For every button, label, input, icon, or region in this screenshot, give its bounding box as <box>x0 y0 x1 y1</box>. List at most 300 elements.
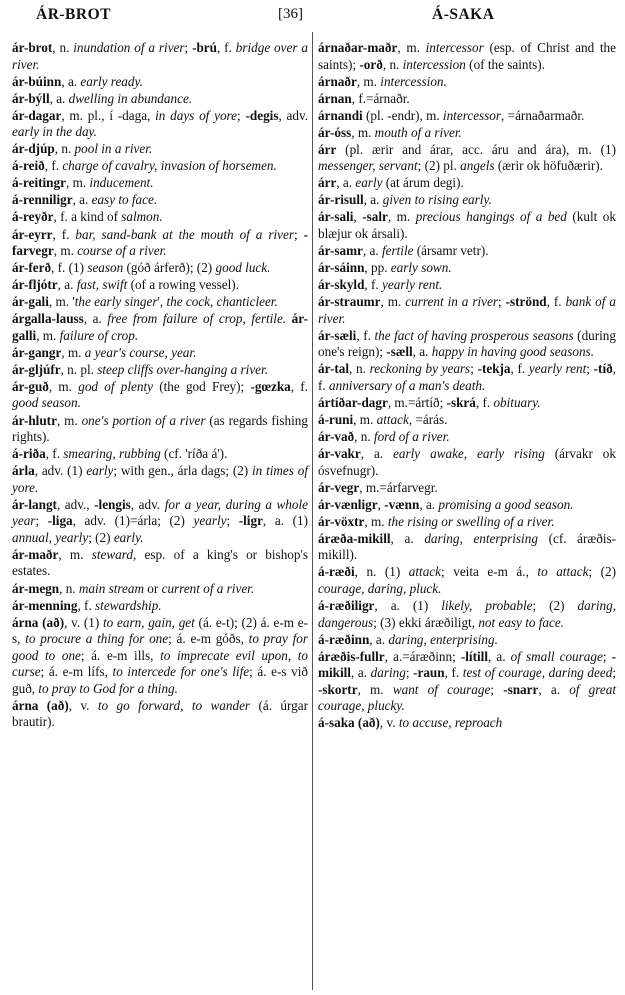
headword: -strönd <box>505 294 547 310</box>
definition-text: fertile <box>381 243 414 259</box>
grammar-text: , n. pl. <box>60 361 98 377</box>
definition-text: good season. <box>12 395 81 411</box>
definition-text: intercession <box>402 56 466 72</box>
definition-text: fast, swift <box>76 277 128 293</box>
headword: -tíð <box>593 361 613 377</box>
grammar-text: ; with gen., árla dags; (2) <box>113 463 253 479</box>
grammar-text: (during one's reign); <box>318 327 616 360</box>
grammar-text: (kult ok blæjur ok ársali). <box>318 209 616 242</box>
definition-text: of small courage <box>510 648 603 664</box>
definition-text: to attack <box>537 564 589 580</box>
grammar-text: , m. <box>397 40 426 55</box>
grammar-text: , m. ' <box>48 294 75 310</box>
grammar-text: , f. <box>290 378 308 394</box>
definition-text: of great courage, plucky. <box>318 681 617 714</box>
definition-text: likely, probable <box>441 598 533 614</box>
grammar-text: ; (2) <box>588 564 616 580</box>
dictionary-entry <box>318 142 616 175</box>
dictionary-entry <box>318 412 616 429</box>
definition-text: intercessor <box>425 40 484 55</box>
grammar-text: , f. (1) <box>51 260 88 276</box>
grammar-text: , f.=árnaðr. <box>351 90 410 106</box>
headword: -skortr <box>318 681 358 697</box>
grammar-text: , n. <box>54 141 75 157</box>
definition-text: given to rising early. <box>382 192 492 208</box>
headword: ár-vegr <box>318 479 360 495</box>
definition-text: courage, daring, pluck. <box>318 581 442 596</box>
grammar-text: ; <box>405 665 414 681</box>
grammar-text: ; <box>226 513 239 529</box>
definition-text: early <box>355 175 383 191</box>
dictionary-entry <box>318 260 616 277</box>
headword: ár-vað <box>318 429 355 445</box>
headword: á-reið <box>12 158 45 174</box>
grammar-text: , a. <box>336 175 356 191</box>
definition-text: smearing, rubbing <box>63 446 161 462</box>
grammar-text: , =árnaðarmaðr. <box>501 107 585 123</box>
definition-text: a year's course, year. <box>84 344 197 360</box>
definition-text: to pray to God for a thing. <box>38 680 178 696</box>
grammar-text: , a. <box>83 311 108 327</box>
dictionary-entry <box>12 598 308 615</box>
grammar-text: , adv. <box>130 496 165 512</box>
headword: -brú <box>192 40 217 55</box>
dictionary-entry <box>12 547 308 580</box>
grammar-text: ; (3) ekki áræðiligt, <box>373 614 479 630</box>
grammar-text: , f. <box>510 361 529 377</box>
definition-text: not easy to face. <box>478 614 565 630</box>
grammar-text: ; <box>35 513 48 529</box>
headword: árnandi <box>318 107 363 123</box>
grammar-text: , m. <box>356 73 381 89</box>
definition-text: early awake, early rising <box>393 446 545 462</box>
grammar-text: ; <box>586 361 594 377</box>
definition-text: inundation of a river <box>73 40 185 55</box>
headword: á-reitingr <box>12 175 66 191</box>
grammar-text: , m. <box>61 344 85 360</box>
headword: árgalla-lauss <box>12 311 84 327</box>
definition-text: daring <box>370 665 406 681</box>
headword: ár-fljótr <box>12 277 58 293</box>
dictionary-entry <box>12 615 308 698</box>
dictionary-entry <box>12 260 308 277</box>
dictionary-entry <box>318 74 616 91</box>
dictionary-entry <box>318 243 616 260</box>
headword: ár-sáinn <box>318 260 365 276</box>
headword: ár-hlutr <box>12 412 57 428</box>
grammar-text: , n. <box>349 361 370 377</box>
dictionary-entry <box>318 715 616 732</box>
headword: ár-skyld <box>318 277 365 293</box>
dictionary-entry <box>318 446 616 479</box>
page-number: [36] <box>278 6 303 22</box>
dictionary-entry <box>12 158 308 175</box>
definition-text: early in the day. <box>12 124 97 140</box>
headword: árnaðar-maðr <box>318 40 398 55</box>
headword: ár-djúp <box>12 141 55 157</box>
grammar-text: , v. <box>379 715 399 731</box>
headword: á-saka (að) <box>318 715 380 731</box>
definition-text: season <box>87 260 124 276</box>
grammar-text: , <box>353 209 363 225</box>
grammar-text: ; (2) <box>88 529 114 545</box>
grammar-text: , m. <box>58 546 92 562</box>
dictionary-entry <box>318 125 616 142</box>
dictionary-entry <box>318 108 616 125</box>
headword: ár-býll <box>12 90 50 106</box>
dictionary-entry <box>12 581 308 598</box>
headword: -ligr <box>238 513 263 529</box>
grammar-text: , m. <box>380 294 406 310</box>
definition-text: angels <box>460 158 495 174</box>
grammar-text: , adv. <box>278 107 308 123</box>
grammar-text: , a. <box>412 344 432 360</box>
headword: ár-tal <box>318 361 349 377</box>
dictionary-entry <box>318 361 616 394</box>
definition-text: bank of a river. <box>318 294 616 326</box>
grammar-text: (góð árferð); (2) <box>123 260 216 276</box>
dictionary-entry <box>318 632 616 649</box>
headword: ár-ferð <box>12 260 52 276</box>
definition-text: daring, dangerous <box>318 598 616 630</box>
grammar-text: ; <box>293 226 304 242</box>
grammar-text: (ærir ok höfuðærir). <box>494 158 603 174</box>
grammar-text: , =árás. <box>408 412 448 428</box>
dictionary-entry <box>12 227 308 260</box>
grammar-text: (at árum degi). <box>382 175 464 191</box>
grammar-text: , m. <box>357 681 393 697</box>
dictionary-entry <box>12 379 308 412</box>
definition-text: attack <box>376 412 409 428</box>
definition-text: obituary. <box>493 394 541 410</box>
headword: -tekja <box>477 361 511 377</box>
grammar-text: , f. a kind of <box>53 209 122 225</box>
grammar-text: , a. <box>362 243 382 259</box>
grammar-text: , adv. (1)=árla; (2) <box>72 513 194 529</box>
grammar-text: ; á. e-m góðs, <box>168 631 249 647</box>
headword: á-riða <box>12 446 46 462</box>
dictionary-entry <box>12 294 308 311</box>
definition-text: early ready. <box>80 73 143 89</box>
definition-text: bar, sand-bank at the mouth of a river <box>75 226 294 242</box>
dictionary-entry <box>12 277 308 294</box>
grammar-text: , m. <box>353 412 377 428</box>
headword: ár-straumr <box>318 294 381 310</box>
dictionary-entry <box>12 362 308 379</box>
headword: áræða-mikill <box>318 530 391 546</box>
grammar-text: , v. <box>68 697 98 713</box>
grammar-text: , f. <box>52 226 76 242</box>
headword: árnaðr <box>318 73 357 89</box>
headword: ár-vakr <box>318 446 361 462</box>
dictionary-entry <box>318 294 616 327</box>
grammar-text: , f. <box>475 394 494 410</box>
dictionary-entry <box>318 497 616 514</box>
headword: ár-vöxtr <box>318 513 365 529</box>
headword: áræðis-fullr <box>318 648 385 664</box>
headword: -liga <box>47 513 73 529</box>
definition-text: daring, enterprising <box>424 530 538 546</box>
grammar-text: , a. <box>72 192 92 208</box>
headword: ár-menning <box>12 597 78 613</box>
grammar-text: (of a rowing vessel). <box>127 277 239 293</box>
definition-text: current in a river <box>405 294 498 310</box>
grammar-text: , v. (1) <box>64 614 104 630</box>
definition-text: yearly rent. <box>382 277 443 293</box>
definition-text: to imprecate evil upon, to curse <box>12 647 308 680</box>
headword: ár-galli <box>12 311 309 343</box>
grammar-text: , f. <box>546 294 566 310</box>
grammar-text: , a. <box>487 648 511 664</box>
definition-text: want of courage <box>392 681 491 697</box>
dictionary-entry <box>12 40 308 73</box>
definition-text: happy in having good seasons. <box>431 344 594 360</box>
dictionary-entry <box>12 74 308 91</box>
definition-text: daring, enterprising. <box>388 631 498 647</box>
definition-text: steep cliffs over-hanging a river. <box>97 361 268 377</box>
definition-text: the early singer <box>74 294 158 310</box>
definition-text: anniversary of a man's death. <box>329 377 486 393</box>
dictionary-entry <box>318 564 616 597</box>
grammar-text: ; <box>237 107 246 123</box>
headword: ár-eyrr <box>12 226 53 242</box>
definition-text: promising a good season. <box>438 496 574 512</box>
definition-text: the cock, chanticleer. <box>166 294 278 310</box>
dictionary-entry <box>318 514 616 531</box>
left-column <box>12 40 308 731</box>
headword: árr <box>318 141 337 157</box>
grammar-text: , a. <box>363 192 383 208</box>
headword: ártíðar-dagr <box>318 394 388 410</box>
headword: ár-óss <box>318 124 352 140</box>
definition-text: pool in a river. <box>74 141 153 157</box>
definition-text: to procure a thing for one <box>25 631 169 647</box>
dictionary-entry <box>318 192 616 209</box>
headword: ár-megn <box>12 580 60 596</box>
headword: -farvegr <box>12 226 308 259</box>
definition-text: in times of yore. <box>12 463 308 495</box>
headword: -lengis <box>94 496 131 512</box>
definition-text: stewardship. <box>95 597 162 613</box>
grammar-text: , a. <box>350 665 371 681</box>
headword: á-ræðinn <box>318 631 370 647</box>
dictionary-entry <box>318 40 616 73</box>
headword: árr <box>318 175 337 191</box>
definition-text: early <box>86 463 114 479</box>
definition-text: course of a river. <box>77 243 167 259</box>
dictionary-entry <box>318 480 616 497</box>
definition-text: charge of cavalry, invasion of horsemen. <box>62 158 277 174</box>
dictionary-entry <box>12 698 308 731</box>
definition-text: current of a river. <box>161 580 255 596</box>
grammar-text: (the god Frey); <box>152 378 251 394</box>
definition-text: god of plenty <box>78 378 153 394</box>
right-column <box>318 40 616 732</box>
dictionary-entry <box>12 108 308 141</box>
dictionary-entry <box>12 446 308 463</box>
grammar-text: , n. <box>354 429 374 445</box>
grammar-text: ; <box>184 40 193 55</box>
dictionary-entry <box>318 277 616 294</box>
headword: ár-búinn <box>12 73 62 89</box>
dictionary-entry <box>318 598 616 631</box>
definition-text: one's portion of a river <box>81 412 206 428</box>
grammar-text: , m. <box>387 209 416 225</box>
grammar-text: , m.=ártíð; <box>387 394 447 410</box>
header-right-guideword: Á-SAKA <box>432 6 495 23</box>
headword: árna (að) <box>12 697 69 713</box>
grammar-text: , m. <box>364 513 388 529</box>
definition-text: dwelling in abundance. <box>68 90 193 106</box>
grammar-text: , f. <box>364 277 383 293</box>
headword: -degis <box>245 107 279 123</box>
definition-text: easy to face. <box>91 192 158 208</box>
definition-text: intercessor <box>442 107 502 123</box>
headword: -sæll <box>386 344 413 360</box>
grammar-text: ; <box>497 294 506 310</box>
definition-text: yearly rent <box>528 361 587 377</box>
grammar-text: , a. <box>390 530 425 546</box>
headword: ár-sali <box>318 209 354 225</box>
grammar-text: (cf. 'ríða á'). <box>160 446 228 462</box>
grammar-text: , a. <box>360 446 394 462</box>
definition-text: ford of a river. <box>373 429 450 445</box>
dictionary-entry <box>12 311 308 344</box>
headword: á-reyðr <box>12 209 54 225</box>
definition-text: in days of yore <box>155 107 238 123</box>
grammar-text: (pl. ærir and árar, acc. áru and ára), m. (1) <box>336 141 616 157</box>
definition-text: early. <box>113 529 144 545</box>
headword: -snarr <box>503 681 539 697</box>
header-left-guideword: ÁR-BROT <box>36 6 111 23</box>
definition-text: the fact of having prosperous seasons <box>374 327 574 343</box>
definition-text: steward <box>91 546 133 562</box>
headword: árla <box>12 463 35 479</box>
definition-text: to earn, gain, get <box>103 614 195 630</box>
grammar-text: , a. <box>419 496 439 512</box>
grammar-text: , n. <box>382 56 403 72</box>
grammar-text: , m. <box>36 327 60 343</box>
dictionary-entry <box>12 141 308 158</box>
grammar-text: , n. <box>59 580 79 596</box>
grammar-text: , f. <box>444 665 463 681</box>
definition-text: attack <box>408 564 442 580</box>
grammar-text: ; á. e-m ills, <box>80 647 161 663</box>
headword: ár-vænligr <box>318 496 378 512</box>
headword: ár-sæli <box>318 327 357 343</box>
grammar-text: ; á. e-s við guð, <box>12 664 309 696</box>
grammar-text: , esp. of a king's or bishop's estates. <box>12 546 308 579</box>
grammar-text: , a. <box>538 681 570 697</box>
grammar-text: , m. <box>65 175 90 191</box>
headword: ár-guð <box>12 378 49 394</box>
dictionary-entry <box>12 345 308 362</box>
headword: -skrá <box>446 394 476 410</box>
grammar-text: (pl. -endr), m. <box>362 107 443 123</box>
definition-text: messenger, servant <box>318 158 418 174</box>
grammar-text: ; <box>470 361 478 377</box>
headword: á-runi <box>318 412 354 428</box>
grammar-text: (esp. of Christ and the saints); <box>318 40 616 72</box>
grammar-text: , m.=árfarvegr. <box>359 479 438 495</box>
headword: ár-gljúfr <box>12 361 61 377</box>
dictionary-entry <box>12 209 308 226</box>
headword: ár-gali <box>12 294 49 310</box>
grammar-text: (á. úrgar brautir). <box>12 697 308 730</box>
grammar-text: (as regards fishing rights). <box>12 412 308 445</box>
grammar-text: , f. <box>77 597 96 613</box>
headword: -gœzka <box>250 378 291 394</box>
headword: árnan <box>318 90 352 106</box>
definition-text: salmon. <box>121 209 163 225</box>
headword: ár-brot <box>12 40 53 55</box>
dictionary-entry <box>12 413 308 446</box>
headword: -lítill <box>460 648 488 664</box>
definition-text: precious hangings of a bed <box>415 209 567 225</box>
grammar-text: ', <box>157 294 167 310</box>
grammar-text: (árvakr ok ósvefnugr). <box>318 446 616 478</box>
headword: ár-risull <box>318 192 364 208</box>
headword: á-ræði <box>318 564 355 580</box>
definition-text: to intercede for one's life <box>112 664 250 680</box>
dictionary-entry <box>12 91 308 108</box>
dictionary-entry <box>318 175 616 192</box>
grammar-text: ; (2) pl. <box>417 158 461 174</box>
grammar-text: , m. <box>56 412 82 428</box>
definition-text: yearly <box>193 513 227 529</box>
definition-text: good luck. <box>215 260 271 276</box>
headword: ár-maðr <box>12 546 59 562</box>
grammar-text: (á. e-t); (2) á. e-m e-s, <box>12 614 308 647</box>
headword: ár-samr <box>318 243 363 259</box>
headword: ár-gangr <box>12 344 62 360</box>
definition-text: the rising or swelling of a river. <box>387 513 555 529</box>
definition-text: main stream <box>78 580 144 596</box>
dictionary-entry <box>318 395 616 412</box>
dictionary-entry <box>318 429 616 446</box>
grammar-text: , a. <box>57 277 77 293</box>
grammar-text: , f. <box>45 446 64 462</box>
dictionary-entry <box>318 649 616 715</box>
grammar-text: ; veita e-m á., <box>441 564 538 580</box>
definition-text: intercession. <box>380 73 447 89</box>
grammar-text: (of the saints). <box>465 56 545 72</box>
grammar-text: , adv., <box>56 496 95 512</box>
grammar-text: , m. <box>351 124 375 140</box>
dictionary-entry <box>318 328 616 361</box>
definition-text: to go forward, to wander <box>97 697 251 713</box>
grammar-text: , m. <box>48 378 79 394</box>
headword: árna (að) <box>12 614 65 630</box>
definition-text: to accuse, reproach <box>398 715 503 731</box>
headword: -salr <box>362 209 388 225</box>
dictionary-entry <box>12 192 308 209</box>
grammar-text: , a.=áræðinn; <box>384 648 461 664</box>
definition-text: reckoning by years <box>369 361 471 377</box>
headword: ár-langt <box>12 496 57 512</box>
grammar-text: , f. <box>356 327 375 343</box>
grammar-text: , a. <box>369 631 389 647</box>
definition-text: free from failure of crop, fertile. <box>107 311 287 327</box>
grammar-text: , n. (1) <box>354 564 409 580</box>
definition-text: for a year, during a whole year <box>12 496 309 529</box>
headword: á-ræðiligr <box>318 598 375 614</box>
grammar-text: ; (2) <box>532 598 578 614</box>
grammar-text: ; á. e-m lífs, <box>40 664 113 680</box>
headword: -raun <box>413 665 445 681</box>
dictionary-entry <box>12 175 308 192</box>
grammar-text: ; <box>490 681 504 697</box>
